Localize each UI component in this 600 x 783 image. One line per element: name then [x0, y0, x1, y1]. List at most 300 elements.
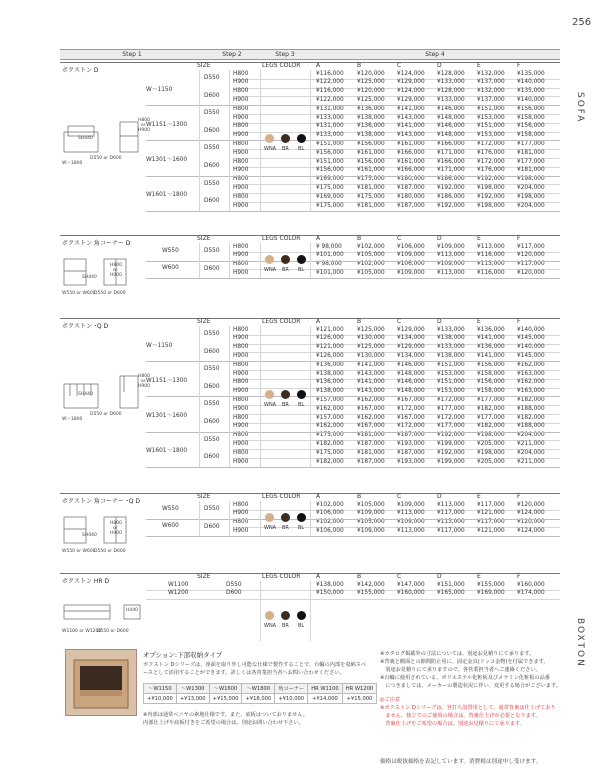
depth-label: D550	[204, 401, 220, 408]
column-rule	[199, 70, 200, 211]
price-cell: ¥162,000	[357, 396, 385, 403]
price-cell: ¥145,000	[517, 335, 545, 342]
price-cell: ¥135,000	[517, 70, 545, 77]
leg-color-label: BL	[298, 266, 305, 273]
price-cell: ¥146,000	[437, 105, 465, 112]
price-cell: ¥153,000	[437, 370, 465, 377]
option-note-2: 内部仕上げや底板付きをご希望の場合は、別途お問い合わせ下さい。	[143, 720, 304, 726]
option-notes	[143, 711, 373, 727]
depth-label: D550	[204, 145, 220, 152]
price-cell: ¥133,000	[437, 344, 465, 351]
grade-header-d: D	[437, 493, 442, 500]
size-header: SIZE	[197, 573, 211, 580]
width-group-rule	[146, 536, 560, 537]
price-cell: ¥117,000	[437, 510, 465, 517]
width-dim-label: W550 or W600	[62, 291, 96, 296]
grade-header-b: B	[357, 318, 362, 325]
price-cell: ¥198,000	[517, 176, 545, 183]
height-label: H800	[233, 243, 249, 250]
price-cell: ¥156,000	[517, 105, 545, 112]
price-cell: ¥117,000	[437, 527, 465, 534]
price-cell: ¥106,000	[397, 243, 425, 250]
step-4-header: Step 4	[310, 49, 560, 60]
price-cell: ¥129,000	[397, 326, 425, 333]
price-cell: ¥166,000	[437, 140, 465, 147]
width-dim-label: W550 or W600	[62, 549, 96, 554]
leg-color-swatch-br	[281, 513, 290, 522]
price-cell: ¥182,000	[477, 405, 505, 412]
column-rule	[199, 243, 200, 278]
price-cell: ¥192,000	[477, 193, 505, 200]
column-rule	[229, 243, 230, 278]
height-label: H800	[233, 432, 249, 439]
width-label: W1301～1600	[146, 157, 188, 163]
price-cell: ¥126,000	[316, 335, 344, 342]
price-cell: ¥138,000	[357, 114, 385, 121]
depth-label: D550	[204, 110, 220, 117]
price-cell: ¥177,000	[517, 140, 545, 147]
price-cell: ¥162,000	[316, 405, 344, 412]
leg-color-swatch-wna	[265, 513, 274, 522]
grade-header-e: E	[477, 493, 481, 500]
price-cell: ¥181,000	[517, 149, 545, 156]
page-number: 256	[572, 17, 592, 28]
price-cell: ¥193,000	[397, 440, 425, 447]
height-dim-label: H900	[138, 384, 150, 390]
price-cell: ¥109,000	[397, 519, 425, 526]
price-cell: ¥136,000	[316, 379, 344, 386]
price-cell: ¥125,000	[357, 79, 385, 86]
price-cell: ¥138,000	[316, 370, 344, 377]
leg-color-label: WNA	[264, 524, 277, 531]
leg-color-swatch-wna	[265, 134, 274, 143]
width-label: W600	[162, 265, 179, 272]
legs-color-header: LEGS COLOR	[262, 573, 301, 580]
price-cell: ¥106,000	[316, 527, 344, 534]
price-cell: ¥166,000	[437, 158, 465, 165]
price-cell: ¥211,000	[517, 458, 545, 465]
height-label: H900	[233, 79, 249, 86]
step-3-header: Step 3	[260, 49, 310, 60]
price-cell: ¥136,000	[357, 123, 385, 130]
price-cell: ¥105,000	[357, 252, 385, 259]
height-label: H800	[233, 140, 249, 147]
depth-label: D600	[204, 198, 220, 205]
option-note-1: ※内部は通常ベニヤの素地仕様です。また、底板はついておりません。	[143, 712, 309, 718]
price-cell: ¥109,000	[437, 243, 465, 250]
height-label: H900	[233, 252, 249, 259]
size-header: SIZE	[197, 62, 211, 69]
price-cell: ¥137,000	[477, 79, 505, 86]
price-cell: ¥109,000	[357, 510, 385, 517]
price-cell: ¥122,000	[316, 79, 344, 86]
depth-label: D600	[204, 92, 220, 99]
legs-color-header: LEGS COLOR	[262, 493, 301, 500]
width-label: W1200	[168, 590, 189, 597]
depth-label: D550	[204, 505, 220, 512]
size-header: SIZE	[197, 318, 211, 325]
depth-label: D600	[204, 127, 220, 134]
price-cell: ¥163,000	[517, 388, 545, 395]
width-group-rule	[146, 361, 560, 362]
price-cell: ¥158,000	[477, 388, 505, 395]
step-2-header: Step 2	[204, 49, 260, 60]
leg-color-label: WNA	[264, 402, 277, 409]
price-cell: ¥161,000	[397, 140, 425, 147]
width-dim-label: W1100 or W1200	[62, 629, 102, 634]
grade-header-a: A	[316, 318, 321, 325]
leg-color-label: BR	[282, 623, 289, 629]
price-cell: ¥109,000	[357, 527, 385, 534]
price-cell: ¥153,000	[477, 132, 505, 139]
price-cell: ¥145,000	[517, 352, 545, 359]
depth-label: D550	[204, 436, 220, 443]
price-cell: ¥204,000	[517, 449, 545, 456]
height-label: H900	[233, 510, 249, 517]
height-label: H800	[233, 449, 249, 456]
price-cell: ¥120,000	[517, 252, 545, 259]
price-cell: ¥187,000	[397, 184, 425, 191]
price-cell: ¥141,000	[477, 352, 505, 359]
price-cell: ¥176,000	[477, 149, 505, 156]
price-cell: ¥125,000	[357, 96, 385, 103]
price-cell: ¥155,000	[477, 581, 505, 588]
price-cell: ¥198,000	[517, 193, 545, 200]
depth-dim-label: D550 or D600	[90, 412, 122, 418]
price-cell: ¥113,000	[437, 501, 465, 508]
price-cell: ¥128,000	[437, 70, 465, 77]
column-rule	[229, 501, 230, 536]
price-cell: ¥175,000	[316, 432, 344, 439]
price-cell: ¥166,000	[397, 167, 425, 174]
grade-header-d: D	[437, 573, 442, 580]
price-cell: ¥188,000	[517, 423, 545, 430]
note-line: につきましては、メーカーの製造状況に伴い、変更する場合がございます。	[380, 683, 561, 689]
price-cell: ¥125,000	[357, 344, 385, 351]
depth-label: D600	[204, 454, 220, 461]
leg-color-label: BL	[298, 524, 305, 531]
grade-header-d: D	[437, 235, 442, 242]
price-cell: ¥181,000	[357, 432, 385, 439]
leg-color-swatch-br	[281, 390, 290, 399]
height-dim-or: or	[113, 268, 118, 273]
width-group-rule	[146, 432, 560, 433]
leg-color-label: BR	[282, 146, 289, 153]
price-cell: ¥113,000	[437, 269, 465, 276]
price-cell: ¥205,000	[477, 458, 505, 465]
price-cell: ¥133,000	[437, 96, 465, 103]
price-cell: ¥172,000	[477, 158, 505, 165]
leg-color-label: WNA	[264, 266, 277, 273]
price-cell: ¥151,000	[437, 581, 465, 588]
price-cell: ¥141,000	[357, 361, 385, 368]
height-label: H800	[233, 176, 249, 183]
grade-header-a: A	[316, 493, 321, 500]
leg-color-swatch-bl	[297, 611, 306, 620]
price-cell: ¥134,000	[397, 335, 425, 342]
column-rule	[199, 501, 200, 536]
notes-block	[380, 650, 565, 728]
price-cell: ¥181,000	[357, 449, 385, 456]
depth-label: D600	[204, 383, 220, 390]
grade-header-f: F	[517, 62, 521, 69]
price-cell: ¥172,000	[437, 414, 465, 421]
price-cell: ¥177,000	[437, 405, 465, 412]
legs-color-header: LEGS COLOR	[262, 318, 301, 325]
price-cell: ¥125,000	[357, 326, 385, 333]
price-cell: ¥192,000	[437, 449, 465, 456]
note-line: ※カタログ掲載外の寸法については、別途お見積りにて承ります。	[380, 651, 535, 657]
option-size-header: 角コーナー	[275, 684, 308, 694]
price-cell: ¥204,000	[517, 184, 545, 191]
price-cell: ¥167,000	[357, 405, 385, 412]
price-cell: ¥130,000	[357, 335, 385, 342]
price-cell: ¥175,000	[316, 184, 344, 191]
price-cell: ¥151,000	[437, 361, 465, 368]
price-cell: ¥133,000	[316, 114, 344, 121]
price-cell: ¥160,000	[517, 581, 545, 588]
price-cell: ¥177,000	[517, 158, 545, 165]
option-price: +¥15,000	[342, 694, 377, 704]
price-cell: ¥113,000	[477, 243, 505, 250]
price-cell: ¥124,000	[517, 510, 545, 517]
column-rule	[260, 581, 261, 641]
price-cell: ¥106,000	[316, 510, 344, 517]
row-rule	[146, 599, 560, 600]
price-cell: ¥172,000	[437, 396, 465, 403]
seat-height-label: SH440	[78, 136, 93, 142]
price-cell: ¥176,000	[477, 167, 505, 174]
price-cell: ¥141,000	[397, 123, 425, 130]
option-price: +¥15,000	[209, 694, 242, 704]
width-dim-label: W～1800	[62, 161, 83, 167]
column-rule	[199, 326, 200, 467]
price-cell: ¥198,000	[477, 202, 505, 209]
option-price: +¥10,000	[144, 694, 177, 704]
grade-header-d: D	[437, 318, 442, 325]
price-cell: ¥151,000	[477, 123, 505, 130]
price-cell: ¥198,000	[477, 432, 505, 439]
price-cell: ¥129,000	[397, 79, 425, 86]
grade-header-c: C	[397, 493, 402, 500]
price-cell: ¥117,000	[517, 261, 545, 268]
height-label: H900	[233, 527, 249, 534]
price-cell: ¥138,000	[316, 388, 344, 395]
price-cell: ¥174,000	[517, 590, 545, 597]
width-group-rule	[146, 278, 560, 279]
price-cell: ¥143,000	[397, 132, 425, 139]
grade-header-c: C	[397, 318, 402, 325]
price-cell: ¥140,000	[517, 79, 545, 86]
price-cell: ¥109,000	[437, 261, 465, 268]
height-dim-label: H900	[110, 531, 122, 536]
width-group-rule	[146, 467, 560, 468]
price-cell: ¥141,000	[477, 335, 505, 342]
price-cell: ¥102,000	[316, 501, 344, 508]
price-cell: ¥105,000	[357, 519, 385, 526]
grade-header-f: F	[517, 318, 521, 325]
section-name: ボクストン ･Q D	[62, 323, 109, 330]
height-label: H800	[233, 88, 249, 95]
width-group-rule	[146, 105, 560, 106]
height-label: H800	[233, 326, 249, 333]
price-cell: ¥151,000	[316, 158, 344, 165]
price-cell: ¥188,000	[517, 405, 545, 412]
height-dim-label: H900	[110, 273, 122, 278]
price-cell: ¥137,000	[477, 96, 505, 103]
price-cell: ¥130,000	[357, 352, 385, 359]
price-cell: ¥128,000	[437, 88, 465, 95]
height-label: H800	[233, 396, 249, 403]
width-dim-label: W～1800	[62, 417, 83, 423]
price-cell: ¥121,000	[477, 510, 505, 517]
price-cell: ¥120,000	[357, 70, 385, 77]
price-cell: ¥113,000	[437, 252, 465, 259]
option-description: ボクストン Dシリーズは、座面を取り外し可能な仕様で製作することで、台輪の内部を収納スペースとして活用することができます。詳しくは各営業担当者へお問い合わせください。	[143, 662, 367, 676]
leg-color-swatch-bl	[297, 134, 306, 143]
price-cell: ¥116,000	[316, 70, 344, 77]
height-label: H900	[233, 96, 249, 103]
price-cell: ¥116,000	[477, 252, 505, 259]
height-label: H900	[233, 132, 249, 139]
note-line: ※台輪に使用されている、ポリエステル化粧板及びメラミン化粧板の品番	[380, 675, 550, 681]
height-label: H800	[233, 158, 249, 165]
depth-dim-label: D550 or D600	[97, 629, 129, 634]
price-cell: ¥101,000	[316, 269, 344, 276]
price-cell: ¥169,000	[477, 590, 505, 597]
price-cell: ¥129,000	[397, 344, 425, 351]
depth-label: D600	[204, 348, 220, 355]
depth-label: D600	[204, 265, 220, 272]
price-cell: ¥172,000	[397, 423, 425, 430]
price-cell: ¥156,000	[477, 361, 505, 368]
price-cell: ¥181,000	[357, 202, 385, 209]
grade-header-f: F	[517, 235, 521, 242]
depth-label: D600	[204, 162, 220, 169]
price-cell: ¥136,000	[316, 361, 344, 368]
price-cell: ¥167,000	[397, 414, 425, 421]
section-top-rule	[60, 318, 560, 319]
price-cell: ¥131,000	[316, 105, 344, 112]
price-cell: ¥136,000	[357, 105, 385, 112]
price-cell: ¥162,000	[316, 423, 344, 430]
depth-label: D600	[204, 523, 220, 530]
price-cell: ¥192,000	[477, 176, 505, 183]
width-label: W～1150	[146, 342, 173, 349]
price-cell: ¥169,000	[316, 176, 344, 183]
price-cell: ¥153,000	[437, 388, 465, 395]
price-cell: ¥172,000	[477, 140, 505, 147]
depth-label: D550	[226, 581, 242, 588]
price-cell: ¥ 98,000	[316, 261, 342, 268]
leg-color-swatch-wna	[265, 390, 274, 399]
height-label: H800	[233, 519, 249, 526]
price-cell: ¥102,000	[357, 261, 385, 268]
price-cell: ¥121,000	[477, 527, 505, 534]
price-cell: ¥120,000	[357, 88, 385, 95]
hr-sofa-sketch	[62, 589, 152, 649]
width-group-rule	[146, 211, 560, 212]
price-cell: ¥187,000	[397, 202, 425, 209]
width-label: W1601～1800	[146, 192, 188, 199]
grade-header-f: F	[517, 573, 521, 580]
price-cell: ¥156,000	[477, 379, 505, 386]
height-dim-or: or	[141, 123, 146, 129]
width-label: W～1150	[146, 86, 173, 93]
price-cell: ¥147,000	[397, 581, 425, 588]
side-label-boxton: BOXTON	[575, 618, 585, 668]
option-price: +¥13,000	[176, 694, 209, 704]
column-rule	[260, 501, 261, 536]
price-cell: ¥124,000	[397, 70, 425, 77]
price-cell: ¥165,000	[437, 590, 465, 597]
price-cell: ¥140,000	[517, 344, 545, 351]
option-title: オプション:下部収納タイプ	[143, 651, 223, 659]
section-name: ボクストン D	[62, 67, 99, 74]
width-group-rule	[146, 396, 560, 397]
height-label: H800	[233, 344, 249, 351]
section-top-rule	[60, 573, 560, 574]
height-label: H900	[233, 370, 249, 377]
option-size-header: HR W1200	[342, 684, 377, 694]
price-cell: ¥105,000	[357, 501, 385, 508]
price-cell: ¥169,000	[316, 193, 344, 200]
height-label: H800	[233, 501, 249, 508]
side-label-sofa: SOFA	[575, 92, 585, 124]
price-cell: ¥132,000	[477, 88, 505, 95]
depth-label: D550	[204, 366, 220, 373]
price-cell: ¥193,000	[397, 458, 425, 465]
price-cell: ¥122,000	[316, 96, 344, 103]
leg-color-swatch-bl	[297, 255, 306, 264]
price-cell: ¥140,000	[517, 96, 545, 103]
width-label: W1301～1600	[146, 413, 188, 419]
leg-color-swatch-br	[281, 255, 290, 264]
depth-label: D600	[226, 590, 242, 597]
price-cell: ¥141,000	[357, 379, 385, 386]
depth-dim-label: D550 or D600	[90, 156, 122, 162]
leg-color-swatch-br	[281, 611, 290, 620]
height-label: H800	[233, 105, 249, 112]
height-label: H900	[233, 167, 249, 174]
grade-header-a: A	[316, 235, 321, 242]
price-cell: ¥146,000	[397, 361, 425, 368]
height-label: H900	[233, 184, 249, 191]
height-dim-label: H800	[110, 521, 122, 526]
price-cell: ¥177,000	[437, 423, 465, 430]
price-cell: ¥102,000	[357, 243, 385, 250]
price-cell: ¥162,000	[517, 361, 545, 368]
price-cell: ¥199,000	[437, 440, 465, 447]
option-price-table	[143, 683, 377, 704]
seat-height-label: SH440	[82, 275, 97, 280]
price-cell: ¥148,000	[397, 388, 425, 395]
price-cell: ¥167,000	[397, 396, 425, 403]
price-cell: ¥175,000	[357, 193, 385, 200]
price-cell: ¥138,000	[437, 352, 465, 359]
option-price: +¥10,000	[275, 694, 308, 704]
size-header: SIZE	[197, 235, 211, 242]
leg-color-label: BR	[282, 524, 289, 531]
step-1-header: Step 1	[60, 49, 204, 60]
price-cell: ¥126,000	[316, 352, 344, 359]
leg-color-label: WNA	[264, 146, 277, 153]
storage-drawer-illustration	[66, 650, 136, 715]
price-cell: ¥182,000	[316, 440, 344, 447]
leg-color-swatch-bl	[297, 390, 306, 399]
price-cell: ¥175,000	[316, 202, 344, 209]
price-cell: ¥182,000	[517, 414, 545, 421]
